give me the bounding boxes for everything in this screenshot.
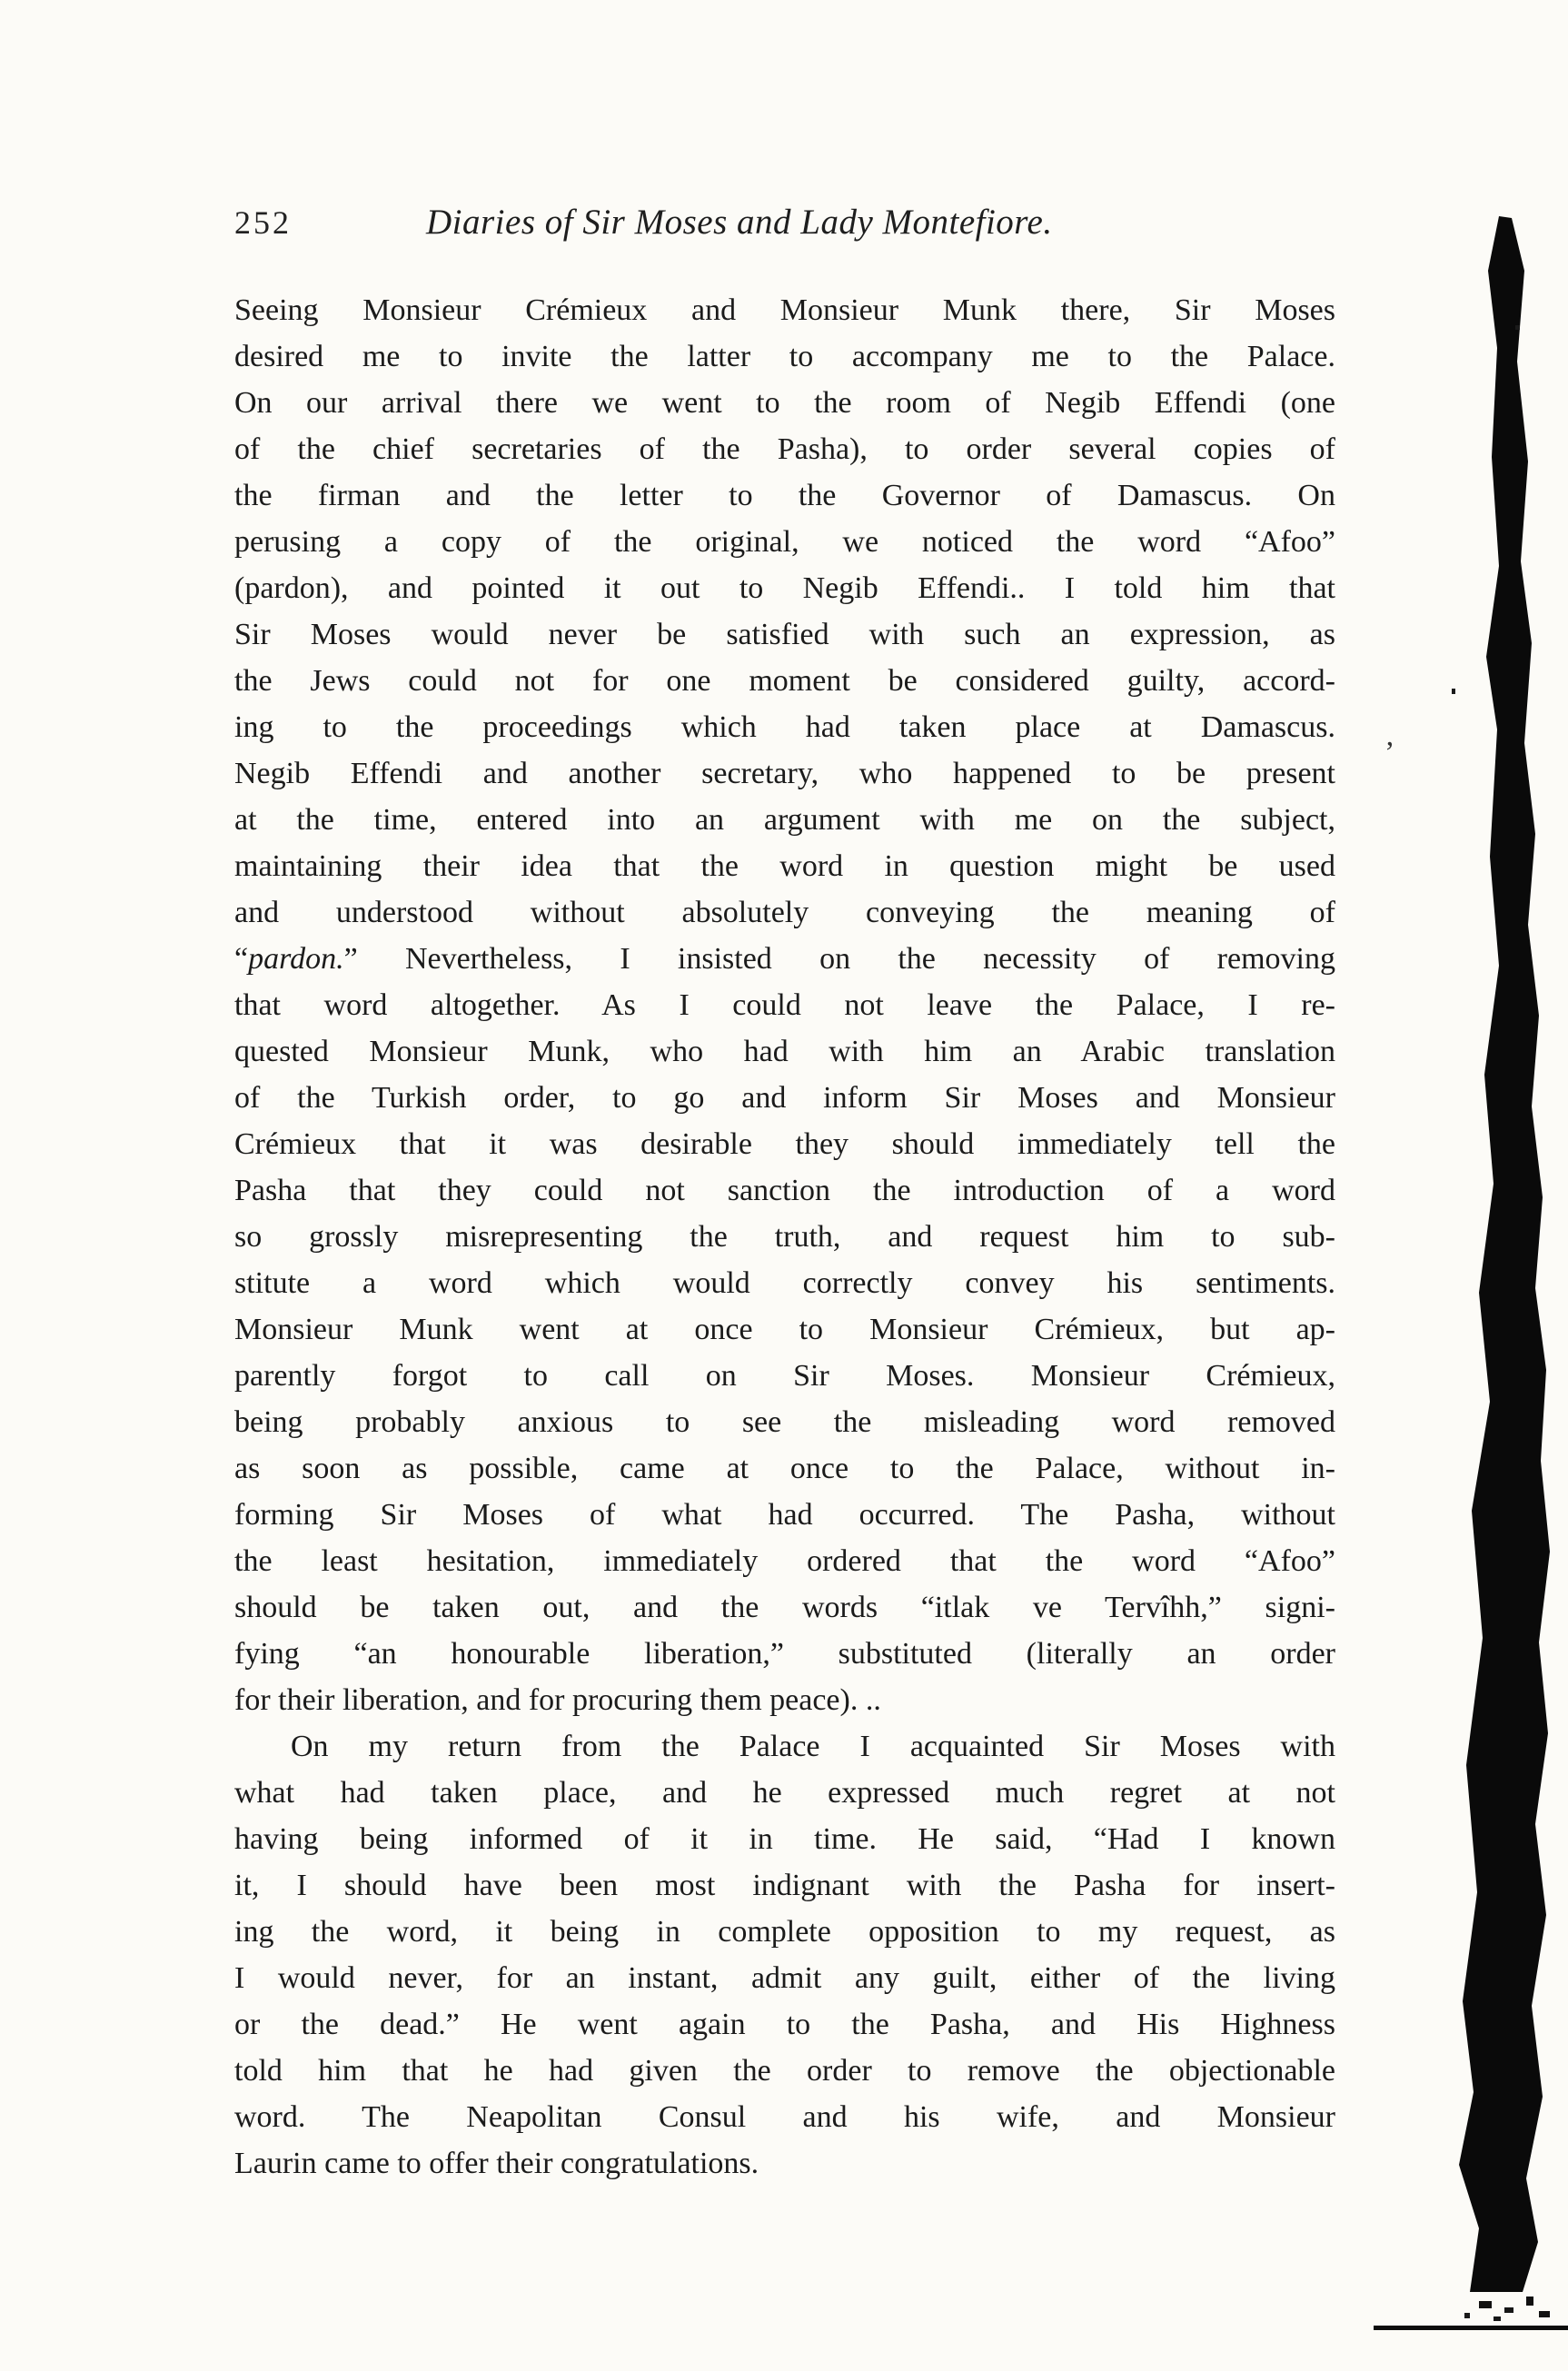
text-line: Sir Moses would never be satisfied with such an expression, as — [234, 618, 1335, 651]
text-line: what had taken place, and he expressed much regret at not — [234, 1776, 1335, 1810]
page-header — [234, 202, 1338, 243]
paragraph — [234, 287, 1335, 1723]
text-line: ing to the proceedings which had taken place at Damascus. — [234, 710, 1335, 744]
text-block — [234, 287, 1335, 2187]
text-line: Pasha that they could not sanction the introduction of a word — [234, 1174, 1335, 1207]
text-line: should be taken out, and the words “itlak ve Tervîhh,” signi- — [234, 1591, 1335, 1624]
text-line: stitute a word which would correctly convey his sentiments. — [234, 1266, 1335, 1300]
text-line: maintaining their idea that the word in question might be used — [234, 849, 1335, 883]
text-line: the firman and the letter to the Governor of Damascus. On — [234, 479, 1335, 512]
bottom-rule — [1374, 2326, 1568, 2330]
text-line: Monsieur Munk went at once to Monsieur Crémieux, but ap- — [234, 1313, 1335, 1346]
text-line: ing the word, it being in complete opposition to my request, as — [234, 1915, 1335, 1949]
text-line: the Jews could not for one moment be considered guilty, accord- — [234, 664, 1335, 698]
text-line: forming Sir Moses of what had occurred. The Pasha, without — [234, 1498, 1335, 1532]
text-line: word. The Neapolitan Consul and his wife, and Monsieur — [234, 2100, 1335, 2134]
text-line: the least hesitation, immediately ordered that the word “Afoo” — [234, 1544, 1335, 1578]
text-line: On our arrival there we went to the room of Negib Effendi (one — [234, 386, 1335, 420]
text-line: Crémieux that it was desirable they should immediately tell the — [234, 1127, 1335, 1161]
text-line: being probably anxious to see the misleading word removed — [234, 1405, 1335, 1439]
text-line: as soon as possible, came at once to the Palace, without in- — [234, 1452, 1335, 1485]
text-line: “pardon.” Nevertheless, I insisted on the necessity of removing — [234, 942, 1335, 976]
text-line: perusing a copy of the original, we noticed the word “Afoo” — [234, 525, 1335, 559]
text-line: of the Turkish order, to go and inform Sir Moses and Monsieur — [234, 1081, 1335, 1115]
text-line: or the dead.” He went again to the Pasha, and His Highness — [234, 2008, 1335, 2041]
text-line: told him that he had given the order to remove the objectionable — [234, 2054, 1335, 2088]
text-line: so grossly misrepresenting the truth, and request him to sub- — [234, 1220, 1335, 1254]
paragraph — [234, 1723, 1335, 2187]
text-line: at the time, entered into an argument with me on the subject, — [234, 803, 1335, 837]
text-line: Laurin came to offer their congratulations. — [234, 2147, 759, 2180]
text-line: Negib Effendi and another secretary, who happened to be present — [234, 757, 1335, 790]
text-line: and understood without absolutely conveying the meaning of — [234, 896, 1335, 929]
text-line: quested Monsieur Munk, who had with him an Arabic translation — [234, 1035, 1335, 1068]
running-title: Diaries of Sir Moses and Lady Montefiore. — [426, 203, 1053, 242]
stray-mark: ’ — [1384, 736, 1395, 769]
text-line: (pardon), and pointed it out to Negib Effendi.. I told him that — [234, 571, 1335, 605]
text-line: fying “an honourable liberation,” substituted (literally an order — [234, 1637, 1335, 1671]
page-number: 252 — [234, 204, 292, 241]
text-line: On my return from the Palace I acquainted Sir Moses with — [291, 1730, 1335, 1763]
text-line: that word altogether. As I could not leave the Palace, I re- — [234, 988, 1335, 1022]
text-line: I would never, for an instant, admit any guilt, either of the living — [234, 1961, 1335, 1995]
text-line: having being informed of it in time. He said, “Had I known — [234, 1822, 1335, 1856]
text-line: desired me to invite the latter to accompany me to the Palace. — [234, 340, 1335, 373]
text-line: it, I should have been most indignant with the Pasha for insert- — [234, 1869, 1335, 1902]
text-line: Seeing Monsieur Crémieux and Monsieur Munk there, Sir Moses — [234, 293, 1335, 327]
scan-binding-artifact — [1452, 216, 1564, 2324]
text-line: parently forgot to call on Sir Moses. Monsieur Crémieux, — [234, 1359, 1335, 1393]
text-line: of the chief secretaries of the Pasha), to order several copies of — [234, 432, 1335, 466]
text-line: for their liberation, and for procuring them peace). .. — [234, 1683, 881, 1717]
